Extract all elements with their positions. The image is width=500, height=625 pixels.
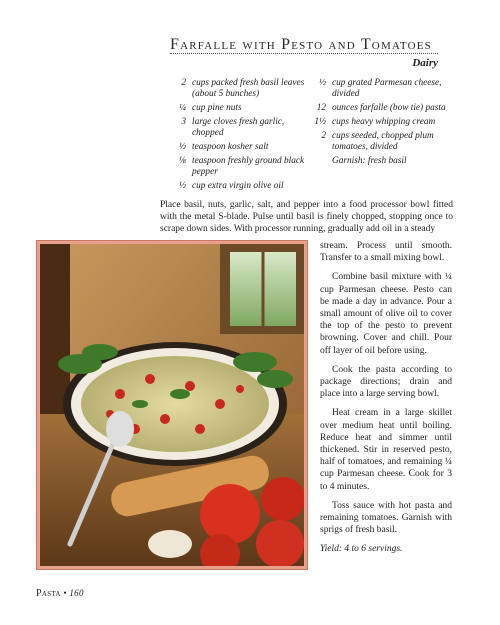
ingredient-text: cup pine nuts bbox=[192, 103, 242, 113]
ingredient-qty: 2 bbox=[321, 131, 326, 141]
recipe-yield: Yield: 4 to 6 servings. bbox=[320, 544, 403, 555]
ingredient-qty: ¼ bbox=[179, 103, 186, 113]
directions-intro: Place basil, nuts, garlic, salt, and pepper into a food processor bowl fitted with the metal S-blade. Pulse until basil is finely chopped, stopping once to scrape down sides. With processor running, gradually add oil in a steady bbox=[160, 200, 453, 235]
ingredient-item bbox=[308, 78, 458, 100]
title-divider bbox=[170, 53, 438, 54]
footer-section: Pasta bbox=[36, 588, 61, 599]
ingredient-list-right bbox=[308, 78, 458, 167]
ingredient-item bbox=[168, 103, 308, 114]
ingredient-item bbox=[168, 78, 308, 100]
ingredient-qty: ⅛ bbox=[179, 156, 186, 166]
ingredient-item bbox=[168, 142, 308, 153]
ingredient-text: cups seeded, chopped plum tomatoes, divided bbox=[332, 131, 434, 152]
direction-paragraph: stream. Process until smooth. Transfer to a small mixing bowl. bbox=[320, 241, 452, 264]
ingredient-text: ounces farfalle (bow tie) pasta bbox=[332, 103, 446, 113]
direction-paragraph: Heat cream in a large skillet over medium heat until boiling. Reduce heat and simmer until thickened. Stir in reserved pesto, half of tomatoes, and remaining ¼ cup Parmesan cheese. Cook for 3 to 4 minutes. bbox=[320, 408, 452, 492]
ingredient-item bbox=[168, 117, 308, 139]
garnish-note: Garnish: fresh basil bbox=[332, 156, 407, 166]
ingredient-qty: 1½ bbox=[314, 117, 326, 127]
ingredient-text: teaspoon kosher salt bbox=[192, 142, 269, 152]
ingredient-item bbox=[168, 181, 308, 192]
ingredient-qty: 3 bbox=[181, 117, 186, 127]
ingredient-text: large cloves fresh garlic, chopped bbox=[192, 117, 285, 138]
ingredient-item bbox=[308, 131, 458, 153]
direction-paragraph: Combine basil mixture with ¼ cup Parmesan cheese. Pesto can be made a day in advance. Pour a small amount of olive oil to cover the top of the pesto to prevent browning. Cover and chill. Pour off layer of oil before using. bbox=[320, 272, 452, 356]
ingredient-text: cup extra virgin olive oil bbox=[192, 181, 284, 191]
ingredient-qty: ½ bbox=[179, 181, 186, 191]
direction-paragraph: Toss sauce with hot pasta and remaining tomatoes. Garnish with sprigs of fresh basil. bbox=[320, 500, 452, 536]
ingredient-qty: ½ bbox=[179, 142, 186, 152]
directions-column bbox=[320, 240, 452, 563]
ingredient-qty: 2 bbox=[181, 78, 186, 88]
direction-paragraph: Cook the pasta according to package directions; drain and place into a large serving bowl. bbox=[320, 364, 452, 400]
recipe-category: Dairy bbox=[412, 57, 438, 69]
recipe-photo-frame bbox=[36, 240, 308, 570]
ingredient-qty: 12 bbox=[316, 103, 326, 113]
ingredient-list-left bbox=[168, 78, 308, 195]
ingredient-item bbox=[308, 103, 458, 114]
pasta-dish-photo bbox=[40, 244, 304, 566]
ingredient-text: cups heavy whipping cream bbox=[332, 117, 436, 127]
ingredient-item bbox=[168, 156, 308, 178]
ingredient-text: cups packed fresh basil leaves (about 5 bunches) bbox=[192, 78, 305, 99]
ingredient-qty: ½ bbox=[319, 78, 326, 88]
ingredient-text: teaspoon freshly ground black pepper bbox=[192, 156, 305, 177]
ingredient-text: cup grated Parmesan cheese, divided bbox=[332, 78, 442, 99]
ingredient-item bbox=[308, 117, 458, 128]
page-footer bbox=[36, 588, 84, 599]
recipe-title: Farfalle with Pesto and Tomatoes bbox=[170, 36, 432, 53]
footer-bullet: • bbox=[63, 588, 67, 598]
page-number: 160 bbox=[69, 588, 84, 598]
